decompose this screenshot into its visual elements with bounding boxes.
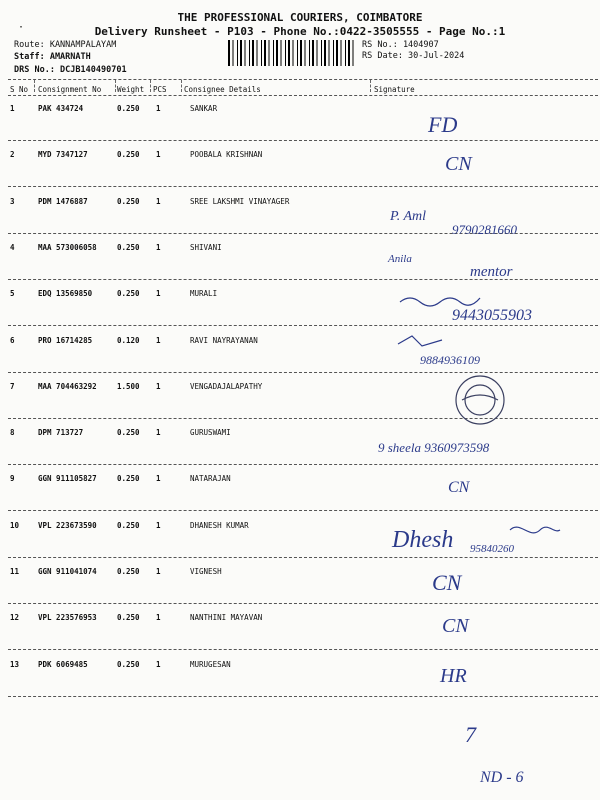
barcode-bar bbox=[233, 40, 234, 66]
signature-text: CN bbox=[448, 479, 470, 496]
cell-name: VIGNESH bbox=[190, 567, 222, 576]
signature-text: 9443055903 bbox=[452, 307, 532, 324]
cell-cons: PDM 1476887 bbox=[38, 196, 88, 206]
signature-text: 7 bbox=[465, 722, 476, 747]
scribble bbox=[510, 527, 560, 533]
cell-sno: 8 bbox=[10, 428, 15, 438]
cell-weight: 0.250 bbox=[117, 659, 140, 669]
cell-cons: EDQ 13569850 bbox=[38, 289, 93, 299]
cell-weight: 0.250 bbox=[117, 613, 140, 623]
cell-name: NATARAJAN bbox=[190, 474, 231, 484]
cell-cons: GGN 911105827 bbox=[38, 474, 97, 484]
cell-cons: MYD 7347127 bbox=[38, 150, 88, 160]
col-divider bbox=[34, 80, 35, 92]
col-header-consignee: Consignee Details bbox=[184, 85, 261, 94]
cell-pcs: 1 bbox=[156, 289, 161, 299]
cell-weight: 0.250 bbox=[117, 520, 140, 530]
barcode-bar bbox=[300, 40, 302, 66]
barcode-bar bbox=[336, 40, 338, 66]
barcode-bar bbox=[264, 40, 266, 66]
cell-name: SREE LAKSHMI VINAYAGER bbox=[190, 196, 290, 206]
cell-sno: 13 bbox=[10, 659, 20, 669]
cell-pcs: 1 bbox=[156, 613, 161, 623]
rs-date: RS Date: 30-Jul-2024 bbox=[362, 51, 465, 61]
cell-weight: 0.250 bbox=[117, 242, 140, 252]
signature-text: HR bbox=[440, 665, 467, 687]
cell-cons: PRO 16714285 bbox=[38, 335, 93, 345]
barcode-bar bbox=[309, 40, 310, 66]
cell-sno: 6 bbox=[10, 335, 15, 345]
barcode bbox=[228, 40, 356, 66]
cell-name: POOBALA KRISHNAN bbox=[190, 150, 263, 160]
cell-pcs: 1 bbox=[156, 150, 161, 160]
cell-cons: MAA 704463292 bbox=[38, 381, 97, 391]
scribble bbox=[398, 336, 442, 346]
signature-text: Anila bbox=[388, 253, 412, 265]
col-divider bbox=[115, 80, 116, 92]
signature-text: CN bbox=[442, 615, 469, 637]
cell-cons: MAA 573006058 bbox=[38, 242, 97, 252]
cell-sno: 11 bbox=[10, 567, 20, 576]
cell-sno: 3 bbox=[10, 196, 15, 206]
cell-cons: VPL 223673590 bbox=[38, 520, 97, 530]
col-header-sno: S No bbox=[10, 85, 29, 94]
barcode-bar bbox=[249, 40, 250, 66]
route-label: Route: KANNAMPALAYAM bbox=[14, 40, 117, 50]
signature-text: 95840260 bbox=[470, 543, 514, 555]
cell-pcs: 1 bbox=[156, 659, 161, 669]
col-divider bbox=[181, 80, 182, 92]
cell-cons: PAK 434724 bbox=[38, 104, 84, 113]
signature-text: CN bbox=[445, 153, 472, 175]
cell-weight: 0.250 bbox=[117, 104, 140, 113]
cell-pcs: 1 bbox=[156, 196, 161, 206]
cell-weight: 0.250 bbox=[117, 196, 140, 206]
drs-number: DRS No.: DCJB140490701 bbox=[14, 65, 127, 75]
cell-name: GURUSWAMI bbox=[190, 428, 231, 438]
cell-weight: 1.500 bbox=[117, 381, 140, 391]
barcode-bar bbox=[305, 40, 306, 66]
barcode-bar bbox=[245, 40, 246, 66]
barcode-bar bbox=[261, 40, 262, 66]
barcode-bar bbox=[312, 40, 314, 66]
cell-name: DHANESH KUMAR bbox=[190, 520, 249, 530]
cell-sno: 12 bbox=[10, 613, 20, 623]
cell-pcs: 1 bbox=[156, 567, 161, 576]
barcode-bar bbox=[353, 40, 354, 66]
barcode-bar bbox=[345, 40, 346, 66]
cell-name: SANKAR bbox=[190, 104, 218, 113]
signature-text: 9790281660 bbox=[452, 222, 517, 237]
scribble bbox=[400, 298, 480, 306]
cell-sno: 4 bbox=[10, 242, 15, 252]
cell-pcs: 1 bbox=[156, 104, 161, 113]
cell-sno: 2 bbox=[10, 150, 15, 160]
cell-pcs: 1 bbox=[156, 335, 161, 345]
barcode-bar bbox=[293, 40, 294, 66]
barcode-bar bbox=[240, 40, 242, 66]
cell-name: SHIVANI bbox=[190, 242, 222, 252]
ink-dot: · bbox=[18, 22, 25, 33]
signatures-column bbox=[370, 82, 598, 787]
header-top-rule bbox=[8, 79, 598, 80]
cell-sno: 10 bbox=[10, 520, 20, 530]
cell-name: VENGADAJALAPATHY bbox=[190, 381, 263, 391]
cell-sno: 7 bbox=[10, 381, 15, 391]
barcode-bar bbox=[321, 40, 322, 66]
scribble bbox=[462, 395, 498, 400]
cell-name: NANTHINI MAYAVAN bbox=[190, 613, 263, 623]
barcode-bar bbox=[281, 40, 282, 66]
cell-cons: GGN 911041074 bbox=[38, 567, 97, 576]
barcode-bar bbox=[317, 40, 318, 66]
barcode-bar bbox=[288, 40, 290, 66]
barcode-bar bbox=[341, 40, 342, 66]
cell-pcs: 1 bbox=[156, 381, 161, 391]
cell-name: RAVI NAYRAYANAN bbox=[190, 335, 258, 345]
cell-weight: 0.250 bbox=[117, 567, 140, 576]
signature-text: ND - 6 bbox=[480, 769, 524, 786]
col-header-signature: Signature bbox=[374, 85, 415, 94]
cell-weight: 0.120 bbox=[117, 335, 140, 345]
cell-weight: 0.250 bbox=[117, 289, 140, 299]
cell-cons: PDK 6069485 bbox=[38, 659, 88, 669]
cell-weight: 0.250 bbox=[117, 428, 140, 438]
cell-weight: 0.250 bbox=[117, 474, 140, 484]
cell-sno: 1 bbox=[10, 104, 15, 113]
signature-text: P. Aml bbox=[390, 209, 427, 224]
signature-text: FD bbox=[428, 112, 458, 137]
cell-pcs: 1 bbox=[156, 474, 161, 484]
barcode-bar bbox=[257, 40, 258, 66]
cell-pcs: 1 bbox=[156, 428, 161, 438]
barcode-bar bbox=[276, 40, 278, 66]
signature-text: mentor bbox=[470, 264, 513, 280]
signature-text: 9884936109 bbox=[420, 353, 480, 367]
cell-sno: 5 bbox=[10, 289, 15, 299]
signature-text: 9 sheela 9360973598 bbox=[378, 440, 490, 455]
barcode-bar bbox=[237, 40, 238, 66]
cell-sno: 9 bbox=[10, 474, 15, 484]
barcode-bar bbox=[285, 40, 286, 66]
barcode-bar bbox=[333, 40, 334, 66]
cell-name: MURALI bbox=[190, 289, 218, 299]
cell-pcs: 1 bbox=[156, 520, 161, 530]
col-header-weight: Weight bbox=[117, 85, 145, 94]
cell-weight: 0.250 bbox=[117, 150, 140, 160]
col-divider bbox=[150, 80, 151, 92]
barcode-bar bbox=[273, 40, 274, 66]
signature-text: CN bbox=[432, 570, 462, 595]
barcode-bar bbox=[329, 40, 330, 66]
signature-text: Dhesh bbox=[392, 527, 454, 553]
cell-cons: DPM 713727 bbox=[38, 428, 84, 438]
delivery-stamp bbox=[465, 385, 495, 415]
cell-name: MURUGESAN bbox=[190, 659, 231, 669]
barcode-bar bbox=[252, 40, 254, 66]
col-header-consignment: Consignment No bbox=[38, 85, 102, 94]
barcode-bar bbox=[324, 40, 326, 66]
cell-pcs: 1 bbox=[156, 242, 161, 252]
rs-number: RS No.: 1404907 bbox=[362, 40, 439, 50]
cell-cons: VPL 223576953 bbox=[38, 613, 97, 623]
staff-label: Staff: AMARNATH bbox=[14, 52, 91, 62]
barcode-bar bbox=[348, 40, 350, 66]
runsheet-subtitle: Delivery Runsheet - P103 - Phone No.:0422-3505555 - Page No.:1 bbox=[94, 25, 506, 38]
company-title: THE PROFESSIONAL COURIERS, COIMBATORE bbox=[177, 11, 423, 24]
barcode-bar bbox=[297, 40, 298, 66]
col-header-pcs: PCS bbox=[153, 85, 167, 94]
barcode-bar bbox=[228, 40, 230, 66]
barcode-bar bbox=[269, 40, 270, 66]
